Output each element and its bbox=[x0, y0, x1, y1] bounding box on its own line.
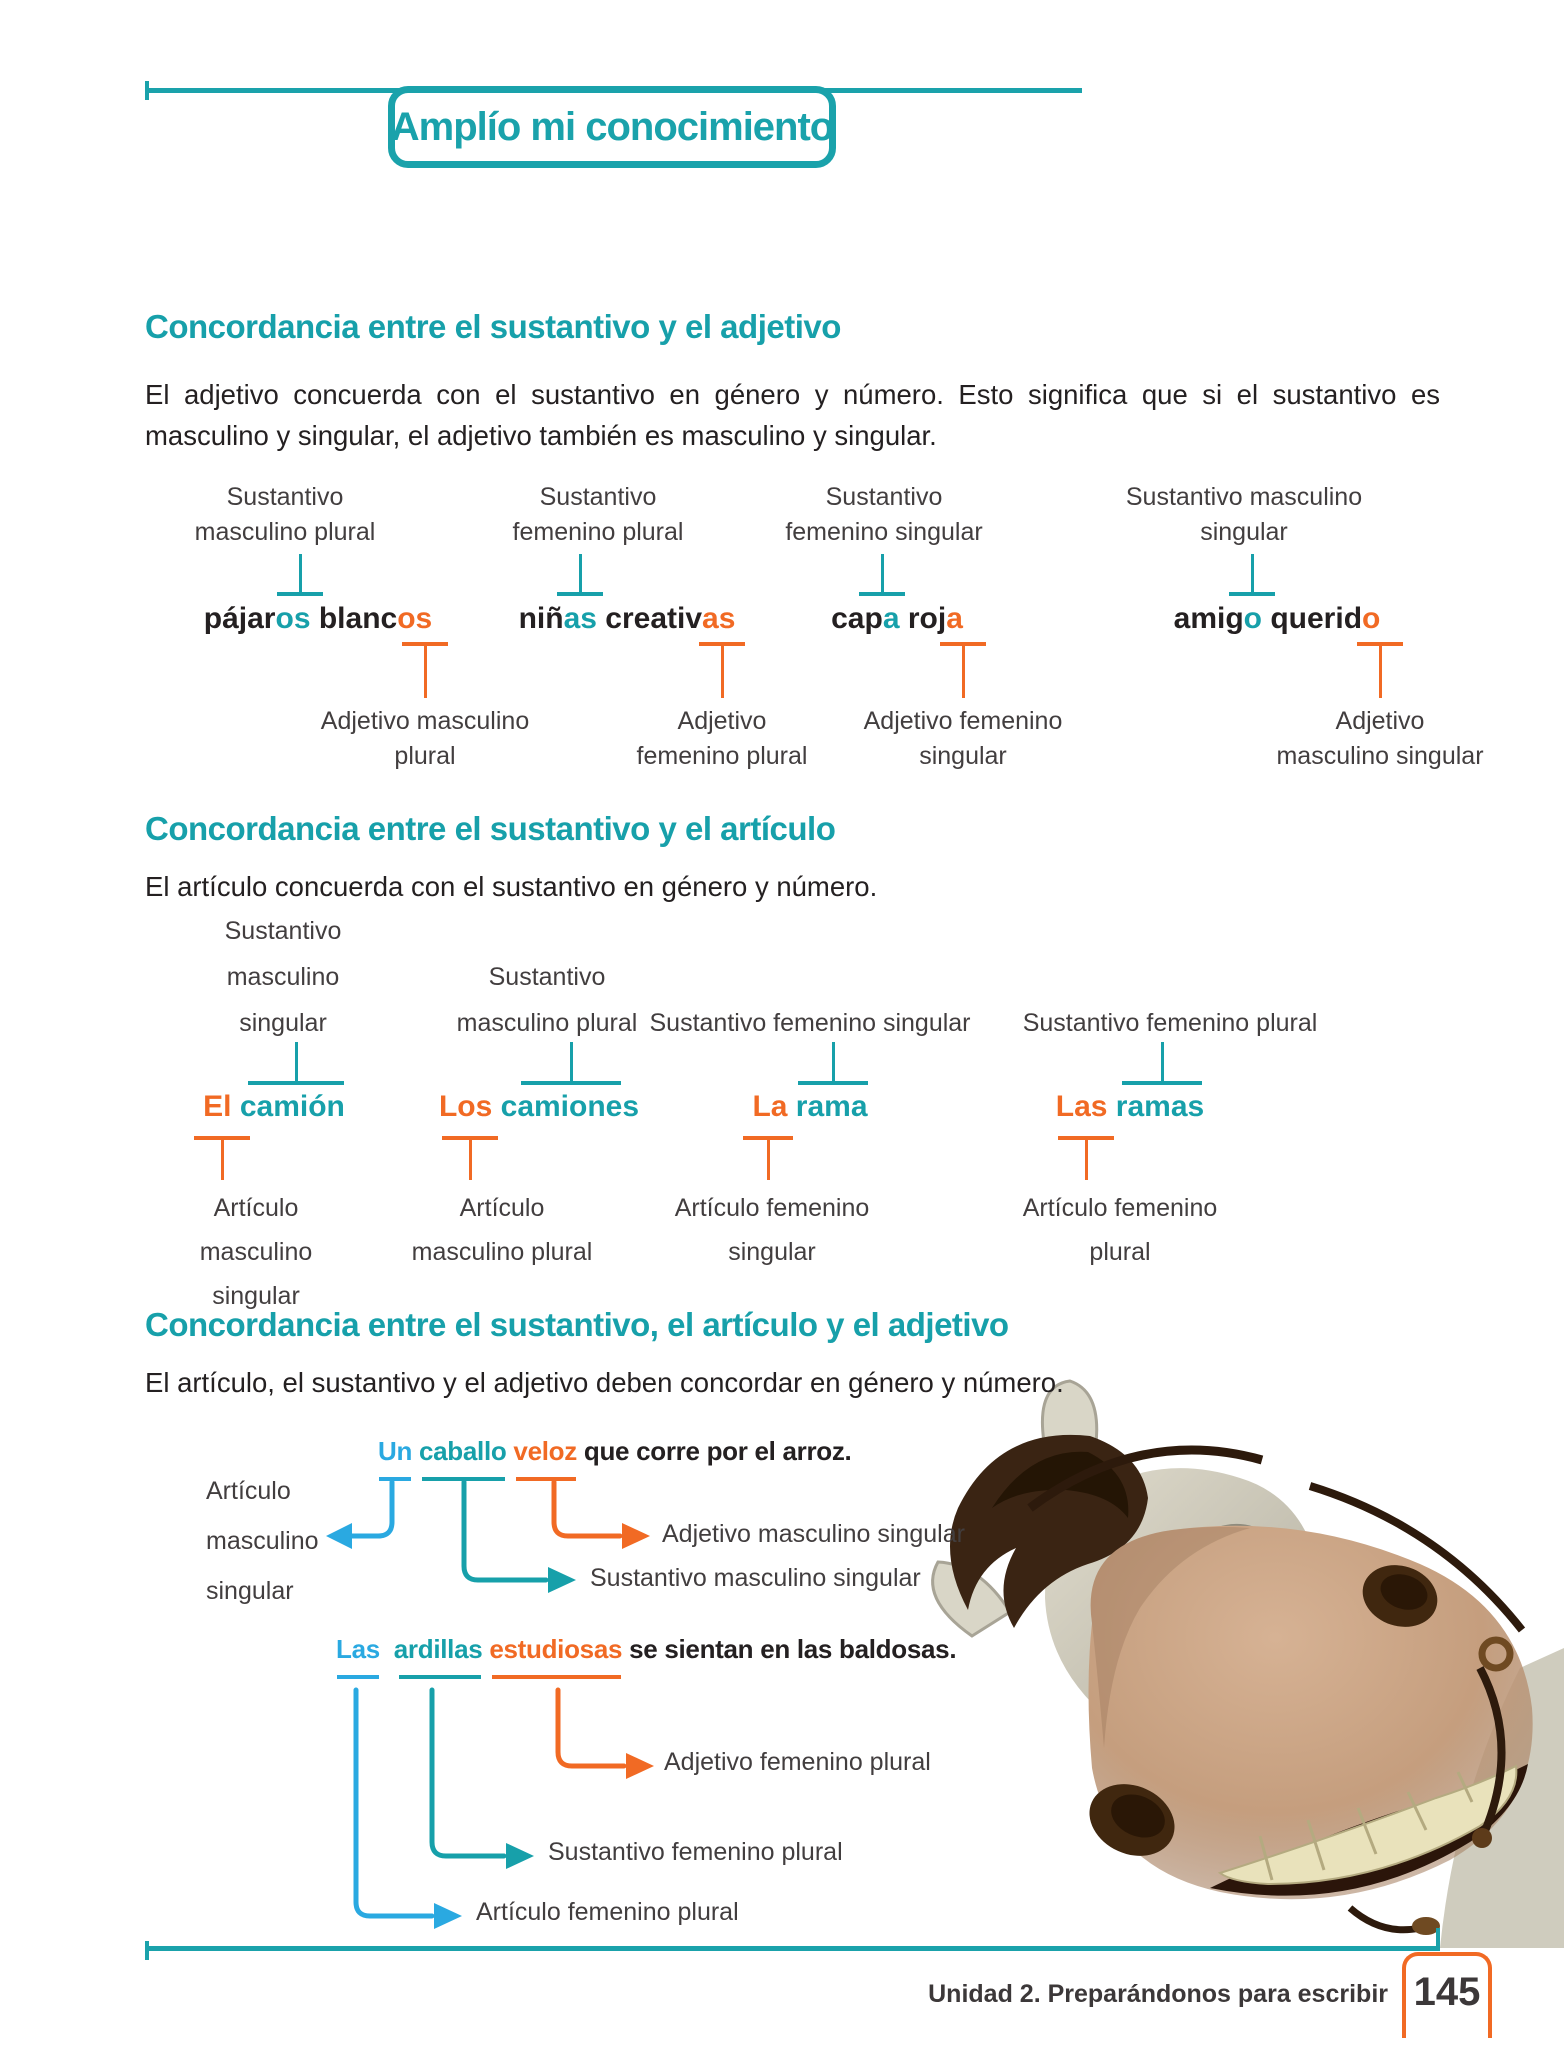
adjective-label-line: Adjetivo masculino bbox=[320, 707, 530, 735]
article-label-line: Artículo femenino bbox=[674, 1194, 870, 1222]
noun-label-line: femenino singular bbox=[785, 518, 983, 546]
example-word-1 bbox=[204, 602, 432, 636]
page-title: Amplío mi conocimiento bbox=[390, 104, 834, 149]
adjective-label-line: femenino plural bbox=[636, 742, 808, 770]
noun-word: camiones bbox=[492, 1090, 640, 1123]
noun-connector bbox=[557, 554, 603, 596]
adjective-label: Adjetivo femenino plural bbox=[664, 1748, 931, 1776]
article-label-line: singular bbox=[212, 1282, 300, 1310]
article-label: Artículo femenino plural bbox=[476, 1898, 739, 1926]
page-number-box bbox=[1402, 1952, 1492, 2038]
noun-connector bbox=[1229, 554, 1275, 596]
noun-word: caballo bbox=[412, 1436, 507, 1466]
adjective-ending: as bbox=[702, 602, 736, 635]
adjective-label-line: Adjetivo bbox=[1335, 707, 1425, 735]
article-word: Las bbox=[1055, 1090, 1108, 1123]
example-word-5 bbox=[203, 1090, 345, 1124]
example-word-8 bbox=[1056, 1090, 1204, 1124]
noun-connector bbox=[859, 554, 905, 596]
noun-label-line: Sustantivo femenino plural bbox=[1022, 1009, 1318, 1037]
example-word-7 bbox=[752, 1090, 867, 1124]
adjective-arrow bbox=[552, 1690, 658, 1784]
noun-label: Sustantivo femenino plural bbox=[548, 1838, 843, 1866]
noun-label-line: Sustantivo masculino bbox=[1125, 483, 1363, 511]
article-connector bbox=[194, 1136, 250, 1180]
noun-ending: os bbox=[275, 602, 311, 635]
sentence-1 bbox=[378, 1436, 852, 1467]
article-label bbox=[206, 1466, 319, 1616]
article-label-line: Artículo femenino bbox=[1022, 1194, 1218, 1222]
noun-label-3 bbox=[785, 480, 982, 550]
noun-connector bbox=[1122, 1042, 1202, 1085]
noun-label-line: singular bbox=[239, 1009, 327, 1037]
adjective-label: Adjetivo masculino singular bbox=[662, 1520, 965, 1548]
noun-connector bbox=[248, 1042, 344, 1085]
example-word-4 bbox=[1174, 602, 1381, 636]
noun-word: ardillas bbox=[379, 1634, 483, 1664]
noun-connector bbox=[277, 554, 323, 596]
noun-label-line: Sustantivo femenino singular bbox=[649, 1009, 971, 1037]
adjective-connector bbox=[402, 642, 448, 698]
word-segment: amig bbox=[1173, 602, 1244, 635]
section2-body: El artículo concuerda con el sustantivo en género y número. bbox=[145, 871, 878, 902]
adjective-label-line: Adjetivo bbox=[677, 707, 767, 735]
noun-ending: o bbox=[1243, 602, 1263, 635]
article-label-line: Artículo bbox=[206, 1477, 291, 1505]
article-label-line: Artículo bbox=[459, 1194, 545, 1222]
adjective-ending: os bbox=[397, 602, 433, 635]
article-label-line: singular bbox=[206, 1577, 294, 1605]
article-label-line: masculino bbox=[206, 1527, 319, 1555]
sentence-rest: se sientan en las baldosas. bbox=[622, 1634, 957, 1664]
article-label-line: plural bbox=[1089, 1238, 1151, 1266]
adjective-label-line: masculino singular bbox=[1276, 742, 1484, 770]
noun-label-2 bbox=[513, 480, 684, 550]
article-label-4 bbox=[1023, 1186, 1218, 1274]
article-word: Los bbox=[438, 1090, 493, 1123]
adjective-word: estudiosas bbox=[482, 1634, 623, 1664]
adjective-label-2 bbox=[637, 704, 808, 774]
word-segment: niñ bbox=[518, 602, 564, 635]
example-word-3 bbox=[831, 602, 963, 636]
article-word: Las bbox=[336, 1634, 380, 1664]
adjective-label-line: plural bbox=[394, 742, 456, 770]
noun-label-line: Sustantivo bbox=[224, 917, 342, 945]
section1-body: El adjetivo concuerda con el sustantivo en género y número. Esto significa que si el sustantivo es masculino y singular, el adjetivo también es masculino y singular. bbox=[145, 379, 1440, 451]
noun-label-line: femenino plural bbox=[512, 518, 684, 546]
article-label-line: masculino plural bbox=[411, 1238, 593, 1266]
article-label-line: singular bbox=[728, 1238, 816, 1266]
adjective-label-4 bbox=[1276, 704, 1483, 774]
example-word-2 bbox=[519, 602, 736, 636]
noun-word: camión bbox=[231, 1090, 345, 1123]
word-segment: pájar bbox=[203, 602, 276, 635]
noun-connector bbox=[798, 1042, 868, 1085]
noun-label-line: Sustantivo bbox=[825, 483, 943, 511]
word-segment: creativ bbox=[596, 602, 703, 635]
noun-label-line: masculino plural bbox=[456, 1009, 638, 1037]
word-segment: roj bbox=[899, 602, 947, 635]
article-label-3 bbox=[675, 1186, 870, 1274]
article-word: La bbox=[752, 1090, 788, 1123]
article-label-line: masculino bbox=[199, 1238, 313, 1266]
noun-label-line: masculino bbox=[226, 963, 340, 991]
article-connector bbox=[442, 1136, 498, 1180]
article-label-1 bbox=[200, 1186, 313, 1318]
footer-label: Unidad 2. Preparándonos para escribir bbox=[928, 1980, 1388, 2008]
noun-label-5 bbox=[225, 908, 342, 1046]
noun-label: Sustantivo masculino singular bbox=[590, 1564, 921, 1592]
noun-label-6 bbox=[457, 954, 638, 1046]
section2-heading: Concordancia entre el sustantivo y el artículo bbox=[145, 810, 836, 847]
noun-arrow bbox=[458, 1482, 580, 1598]
adjective-connector bbox=[1357, 642, 1403, 698]
noun-word: rama bbox=[787, 1090, 868, 1123]
adjective-ending: o bbox=[1362, 602, 1381, 635]
section3-body: El artículo, el sustantivo y el adjetivo deben concordar en género y número. bbox=[145, 1367, 1064, 1398]
sentence-2 bbox=[336, 1634, 956, 1665]
section3-heading: Concordancia entre el sustantivo, el artículo y el adjetivo bbox=[145, 1306, 1009, 1343]
noun-label-line: masculino plural bbox=[194, 518, 376, 546]
article-connector bbox=[743, 1136, 793, 1180]
adjective-connector bbox=[699, 642, 745, 698]
bottom-rule-right-tick bbox=[1436, 1928, 1440, 1948]
article-word: El bbox=[203, 1090, 232, 1123]
noun-ending: a bbox=[882, 602, 900, 635]
adjective-word: veloz bbox=[506, 1436, 577, 1466]
word-segment: cap bbox=[831, 602, 883, 635]
noun-label-4 bbox=[1126, 480, 1362, 550]
noun-label-7 bbox=[649, 1000, 970, 1046]
noun-label-line: Sustantivo bbox=[226, 483, 344, 511]
sentence-rest: que corre por el arroz. bbox=[576, 1436, 852, 1466]
section1-heading: Concordancia entre el sustantivo y el adjetivo bbox=[145, 308, 841, 345]
article-connector bbox=[1058, 1136, 1114, 1180]
adjective-connector bbox=[940, 642, 986, 698]
noun-ending: as bbox=[563, 602, 597, 635]
adjective-label-line: singular bbox=[919, 742, 1007, 770]
article-label-line: Artículo bbox=[213, 1194, 299, 1222]
horse-illustration bbox=[880, 1368, 1564, 1948]
noun-label-line: singular bbox=[1200, 518, 1288, 546]
article-word: Un bbox=[378, 1436, 413, 1466]
article-arrow bbox=[350, 1690, 466, 1930]
adjective-label-1 bbox=[321, 704, 529, 774]
noun-word: ramas bbox=[1107, 1090, 1205, 1123]
banner-title-box bbox=[388, 86, 836, 168]
bottom-rule bbox=[147, 1946, 1440, 1951]
adjective-label-3 bbox=[864, 704, 1063, 774]
noun-label-line: Sustantivo bbox=[488, 963, 606, 991]
noun-label-line: Sustantivo bbox=[539, 483, 657, 511]
example-word-6 bbox=[439, 1090, 639, 1124]
noun-connector bbox=[521, 1042, 621, 1085]
article-arrow bbox=[318, 1482, 404, 1556]
adjective-ending: a bbox=[946, 602, 963, 635]
adjective-label-line: Adjetivo femenino bbox=[863, 707, 1063, 735]
word-segment: querid bbox=[1262, 602, 1363, 635]
noun-label-1 bbox=[195, 480, 376, 550]
article-label-2 bbox=[412, 1186, 593, 1274]
page-number: 145 bbox=[1413, 1970, 1481, 2014]
noun-label-8 bbox=[1023, 1000, 1318, 1046]
word-segment: blanc bbox=[310, 602, 398, 635]
